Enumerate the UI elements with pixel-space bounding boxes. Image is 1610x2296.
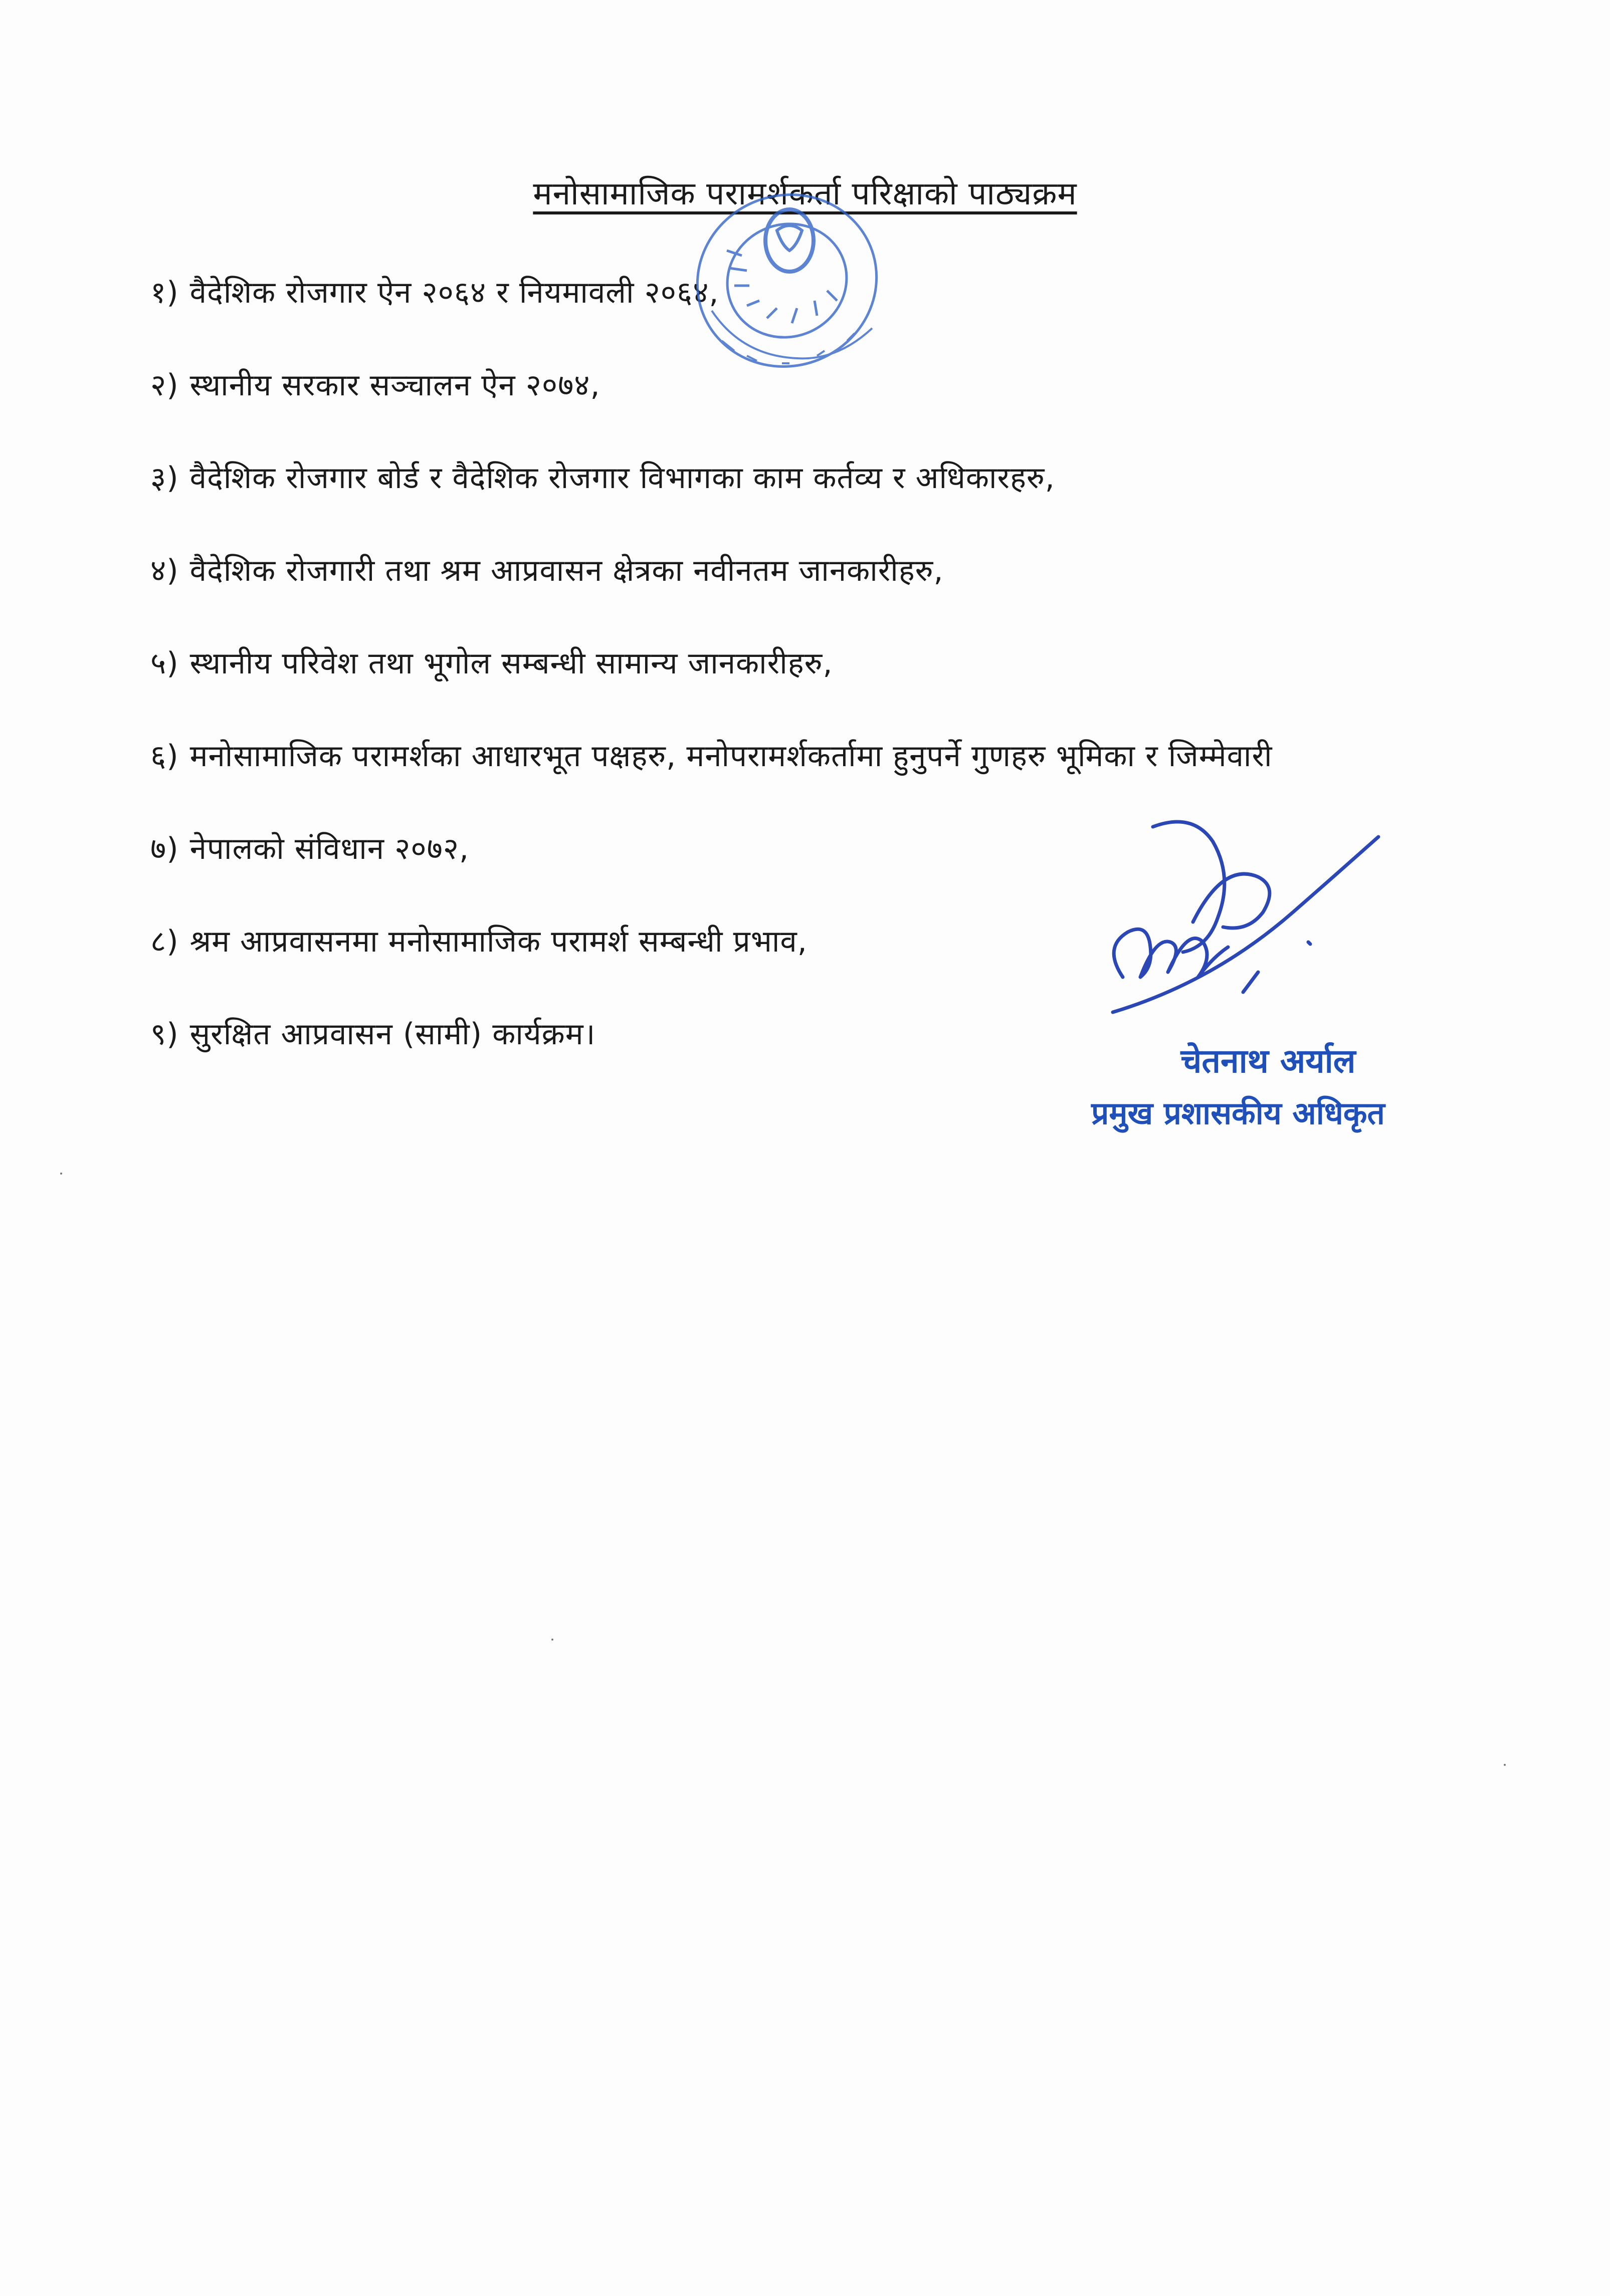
item-text: सुरक्षित आप्रवासन (सामी) कार्यक्रम।	[189, 1017, 596, 1052]
item-number: ७)	[150, 831, 179, 866]
scan-speck	[1504, 1764, 1506, 1766]
item-number: २)	[150, 368, 179, 403]
item-text: वैदेशिक रोजगार ऐन २०६४ र नियमावली २०६४,	[189, 275, 719, 310]
item-text: मनोसामाजिक परामर्शका आधारभूत पक्षहरु, मनोपरामर्शकर्तामा हुनुपर्ने गुणहरु भूमिका र जिम्मेवारी	[189, 739, 1273, 774]
list-item	[150, 734, 1273, 775]
scan-speck	[551, 1639, 553, 1641]
list-item	[150, 641, 833, 682]
item-text: नेपालको संविधान २०७२,	[189, 831, 470, 866]
office-stamp	[652, 180, 912, 411]
list-item	[150, 827, 469, 868]
list-item	[150, 363, 600, 404]
item-number: ३)	[150, 461, 179, 496]
item-number: १)	[150, 275, 179, 310]
list-item	[150, 271, 719, 312]
item-number: ८)	[150, 924, 179, 959]
item-text: स्थानीय परिवेश तथा भूगोल सम्बन्धी सामान्य जानकारीहरु,	[189, 646, 833, 681]
signatory-title: प्रमुख प्रशासकीय अधिकृत	[1091, 1095, 1385, 1131]
signatory-name: चेतनाथ अर्याल	[1180, 1042, 1356, 1080]
item-text: स्थानीय सरकार सञ्चालन ऐन २०७४,	[189, 368, 600, 403]
list-item	[150, 549, 944, 590]
item-number: ९)	[150, 1017, 179, 1052]
item-number: ५)	[150, 646, 179, 681]
document-title: मनोसामाजिक परामर्शकर्ता परिक्षाको पाठ्यक्रम	[533, 175, 1077, 212]
list-item	[150, 456, 1055, 497]
list-item	[150, 1012, 595, 1053]
item-text: वैदेशिक रोजगारी तथा श्रम आप्रवासन क्षेत्रका नवीनतम जानकारीहरु,	[189, 553, 944, 588]
scan-speck	[60, 1173, 62, 1175]
item-text: श्रम आप्रवासनमा मनोसामाजिक परामर्श सम्बन्धी प्रभाव,	[189, 924, 808, 959]
handwritten-signature	[1093, 812, 1403, 1032]
item-number: ४)	[150, 553, 179, 588]
item-text: वैदेशिक रोजगार बोर्ड र वैदेशिक रोजगार विभागका काम कर्तव्य र अधिकारहरु,	[189, 461, 1055, 496]
signatory-block	[1013, 1037, 1464, 1133]
item-number: ६)	[150, 739, 179, 774]
list-item	[150, 920, 808, 961]
